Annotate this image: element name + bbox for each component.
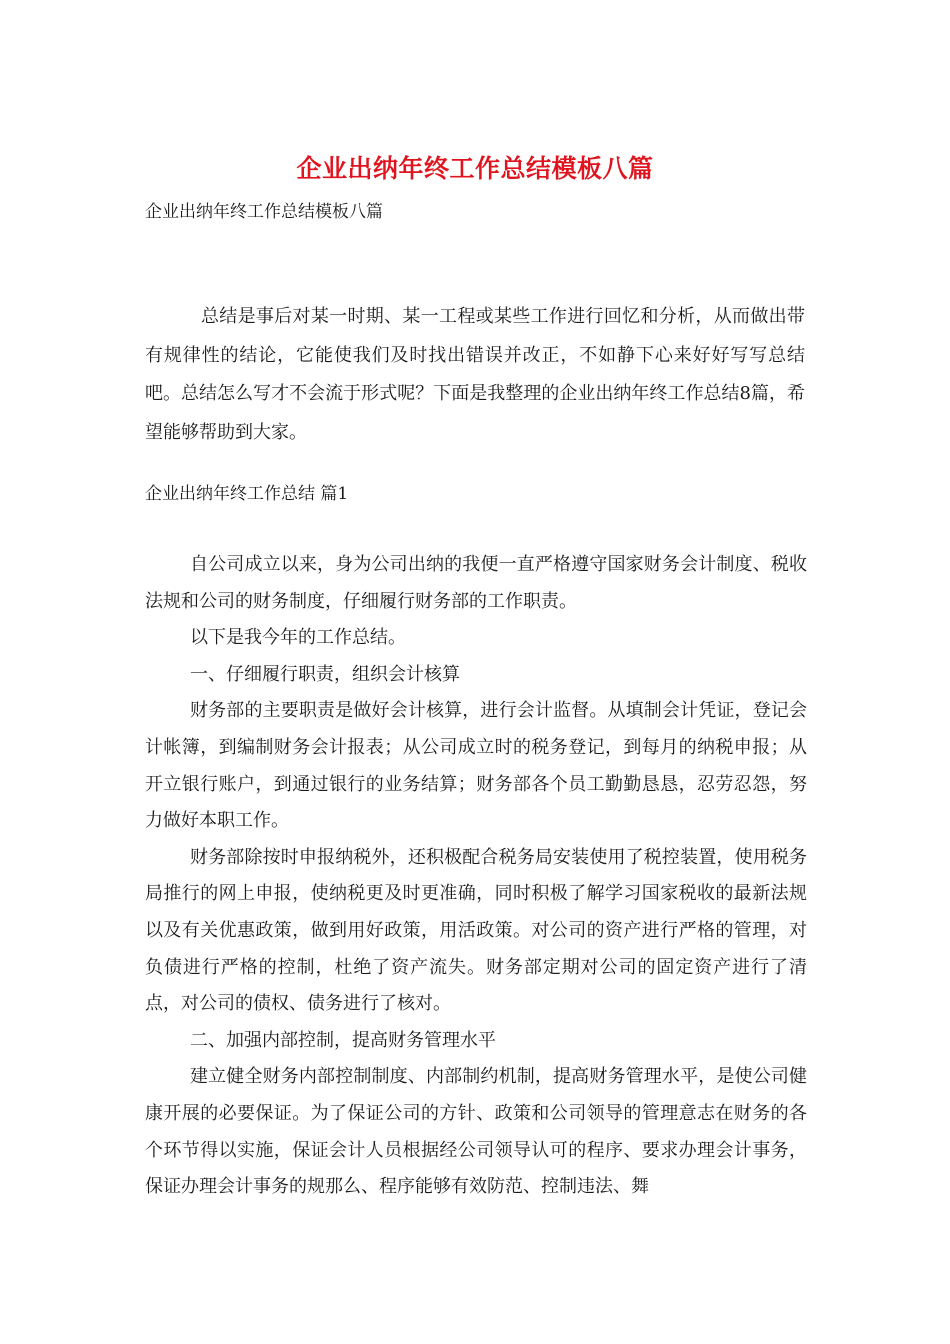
- body-paragraph: 财务部的主要职责是做好会计核算，进行会计监督。从填制会计凭证，登记会计帐簿，到编制财务会计报表；从公司成立时的税务登记，到每月的纳税申报；从开立银行账户，到通过银行的业务结算；财务部各个员工勤勤恳恳，忍劳忍怨，努力做好本职工作。: [145, 700, 807, 832]
- body-paragraph: 建立健全财务内部控制制度、内部制约机制，提高财务管理水平，是使公司健康开展的必要保证。为了保证公司的方针、政策和公司领导的管理意志在财务的各个环节得以实施，保证会计人员根据经公司领导认可的程序、要求办理会计事务，保证办理会计事务的规那么、程序能够有效防范、控制违法、舞: [145, 1066, 807, 1198]
- section-heading: 企业出纳年终工作总结 篇1: [145, 484, 349, 504]
- document-body: [145, 547, 807, 1206]
- section-subheading: 一、仔细履行职责，组织会计核算: [190, 663, 460, 685]
- intro-paragraph: 总结是事后对某一时期、某一工程或某些工作进行回忆和分析，从而做出带有规律性的结论，它能使我们及时找出错误并改正，不如静下心来好好写写总结吧。总结怎么写才不会流于形式呢？下面是我整理的企业出纳年终工作总结8篇，希望能够帮助到大家。: [145, 306, 805, 443]
- document-title: 企业出纳年终工作总结模板八篇: [296, 154, 654, 183]
- body-paragraph: 以下是我今年的工作总结。: [190, 627, 406, 649]
- body-paragraph: 自公司成立以来，身为公司出纳的我便一直严格遵守国家财务会计制度、税收法规和公司的财务制度，仔细履行财务部的工作职责。: [145, 554, 807, 612]
- section-subheading: 二、加强内部控制，提高财务管理水平: [190, 1029, 496, 1051]
- body-paragraph: 财务部除按时申报纳税外，还积极配合税务局安装使用了税控装置，使用税务局推行的网上申报，使纳税更及时更准确，同时积极了解学习国家税收的最新法规以及有关优惠政策，做到用好政策，用活政策。对公司的资产进行严格的管理，对负债进行严格的控制，杜绝了资产流失。财务部定期对公司的固定资产进行了清点，对公司的债权、债务进行了核对。: [145, 846, 807, 1015]
- document-subtitle: 企业出纳年终工作总结模板八篇: [145, 202, 383, 222]
